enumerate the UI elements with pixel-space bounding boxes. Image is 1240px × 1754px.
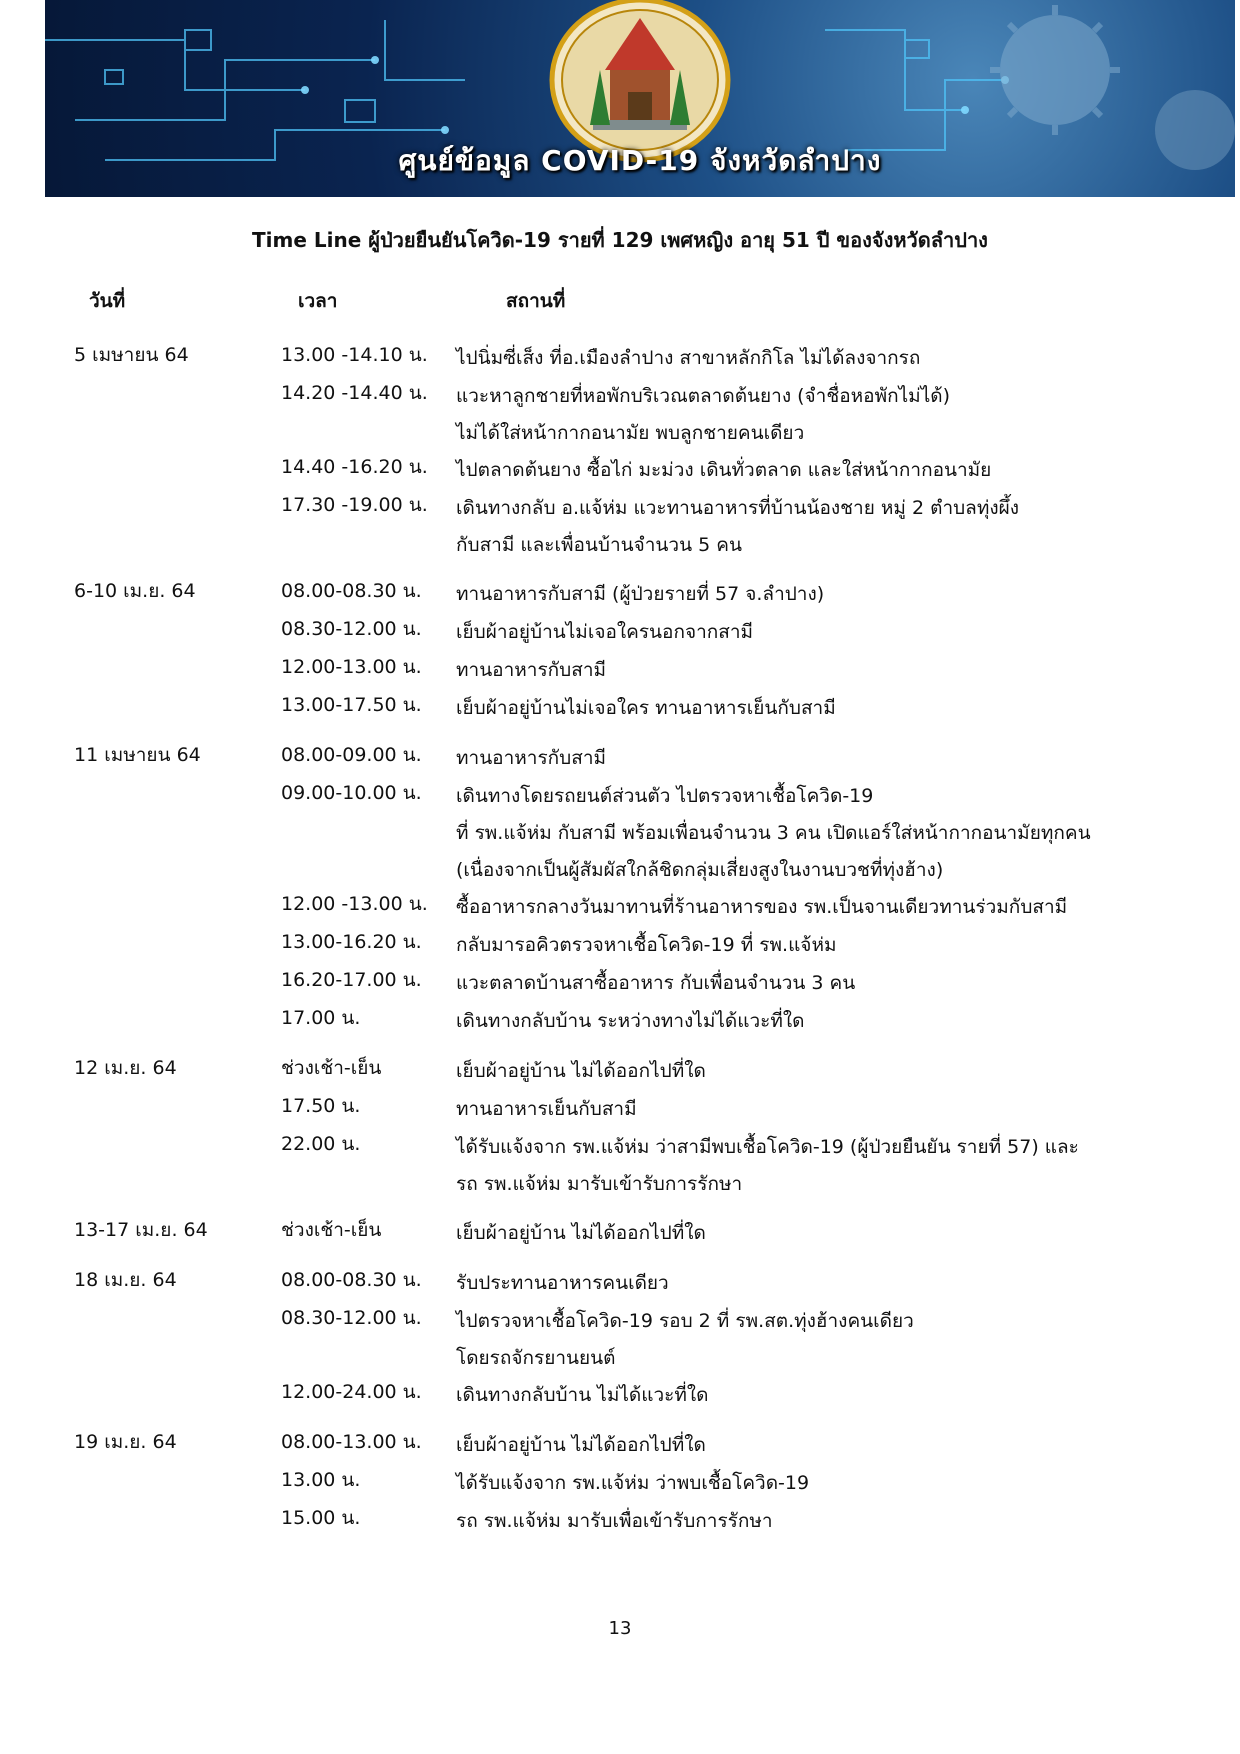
timeline-row xyxy=(0,1215,1240,1253)
timeline-row xyxy=(0,1303,1240,1377)
description-line: กับสามี และเพื่อนบ้านจำนวน 5 คน xyxy=(456,534,742,556)
timeline-day-group xyxy=(0,340,1240,564)
entry-date: 18 เม.ย. 64 xyxy=(74,1269,177,1291)
entry-date: 11 เมษายน 64 xyxy=(74,744,201,766)
timeline-day-group xyxy=(0,1265,1240,1415)
description-line: เย็บผ้าอยู่บ้านไม่เจอใครนอกจากสามี xyxy=(456,621,754,643)
description-line: ได้รับแจ้งจาก รพ.แจ้ห่ม ว่าพบเชื้อโควิด-19 xyxy=(456,1472,810,1494)
entry-date: 13-17 เม.ย. 64 xyxy=(74,1219,208,1241)
entry-description xyxy=(456,1503,1186,1540)
timeline-row xyxy=(0,1053,1240,1091)
description-line: ทานอาหารกับสามี (ผู้ป่วยรายที่ 57 จ.ลำปาง) xyxy=(456,583,825,605)
entry-time: 08.00-13.00 น. xyxy=(281,1431,422,1453)
entry-date: 19 เม.ย. 64 xyxy=(74,1431,177,1453)
entry-time: 08.00-08.30 น. xyxy=(281,1269,422,1291)
entry-description xyxy=(456,1215,1186,1252)
timeline-row xyxy=(0,1377,1240,1415)
timeline-row xyxy=(0,1465,1240,1503)
timeline-row xyxy=(0,452,1240,490)
entry-time: 08.00-08.30 น. xyxy=(281,580,422,602)
entry-description xyxy=(456,1265,1186,1302)
description-line: รถ รพ.แจ้ห่ม มารับเข้ารับการรักษา xyxy=(456,1173,743,1195)
entry-time: 13.00 น. xyxy=(281,1469,361,1491)
entry-time: ช่วงเช้า-เย็น xyxy=(281,1219,382,1241)
entry-description xyxy=(456,965,1186,1002)
description-line: (เนื่องจากเป็นผู้สัมผัสใกล้ชิดกลุ่มเสี่ยงสูงในงานบวชที่ทุ่งฮ้าง) xyxy=(456,859,944,881)
timeline-row xyxy=(0,1003,1240,1041)
entry-description xyxy=(456,1465,1186,1502)
description-line: ทานอาหารกับสามี xyxy=(456,747,607,769)
timeline-row xyxy=(0,1503,1240,1541)
timeline-day-group xyxy=(0,576,1240,728)
entry-description xyxy=(456,1003,1186,1040)
entry-time: ช่วงเช้า-เย็น xyxy=(281,1057,382,1079)
entry-time: 17.30 -19.00 น. xyxy=(281,494,428,516)
column-header-place: สถานที่ xyxy=(506,290,566,312)
description-line: ที่ รพ.แจ้ห่ม กับสามี พร้อมเพื่อนจำนวน 3 คน เปิดแอร์ใส่หน้ากากอนามัยทุกคน xyxy=(456,822,1091,844)
timeline-row xyxy=(0,1427,1240,1465)
entry-date: 12 เม.ย. 64 xyxy=(74,1057,177,1079)
entry-time: 08.00-09.00 น. xyxy=(281,744,422,766)
timeline-row xyxy=(0,652,1240,690)
column-header-date: วันที่ xyxy=(89,290,126,312)
header-banner xyxy=(45,0,1235,197)
description-line: แวะหาลูกชายที่หอพักบริเวณตลาดต้นยาง (จำชื่อหอพักไม่ได้) xyxy=(456,385,951,407)
timeline-row xyxy=(0,490,1240,564)
description-line: รับประทานอาหารคนเดียว xyxy=(456,1272,669,1294)
column-header-time: เวลา xyxy=(298,290,338,312)
entry-time: 16.20-17.00 น. xyxy=(281,969,422,991)
timeline-day-group xyxy=(0,740,1240,1041)
entry-time: 17.50 น. xyxy=(281,1095,361,1117)
entry-description xyxy=(456,927,1186,964)
timeline-row xyxy=(0,614,1240,652)
description-line: ทานอาหารเย็นกับสามี xyxy=(456,1098,637,1120)
entry-description xyxy=(456,740,1186,777)
timeline-row xyxy=(0,690,1240,728)
description-line: ไปตรวจหาเชื้อโควิด-19 รอบ 2 ที่ รพ.สต.ทุ่งฮ้างคนเดียว xyxy=(456,1310,914,1332)
description-line: เดินทางกลับบ้าน ระหว่างทางไม่ได้แวะที่ใด xyxy=(456,1010,805,1032)
entry-description xyxy=(456,1377,1186,1414)
description-line: เดินทางกลับ อ.แจ้ห่ม แวะทานอาหารที่บ้านน้องชาย หมู่ 2 ตำบลทุ่งผึ้ง xyxy=(456,497,1020,519)
entry-description xyxy=(456,1427,1186,1464)
entry-description xyxy=(456,652,1186,689)
timeline-row xyxy=(0,965,1240,1003)
provincial-seal-icon xyxy=(552,0,728,160)
timeline-day-group xyxy=(0,1215,1240,1253)
timeline-row xyxy=(0,1091,1240,1129)
timeline-list xyxy=(0,340,1240,1553)
timeline-row xyxy=(0,778,1240,889)
entry-description xyxy=(456,340,1186,377)
timeline-row xyxy=(0,1129,1240,1203)
entry-time: 22.00 น. xyxy=(281,1133,361,1155)
description-line: ไม่ได้ใส่หน้ากากอนามัย พบลูกชายคนเดียว xyxy=(456,422,805,444)
entry-time: 13.00-16.20 น. xyxy=(281,931,422,953)
timeline-row xyxy=(0,340,1240,378)
description-line: ได้รับแจ้งจาก รพ.แจ้ห่ม ว่าสามีพบเชื้อโควิด-19 (ผู้ป่วยยืนยัน รายที่ 57) และ xyxy=(456,1136,1079,1158)
description-line: กลับมารอคิวตรวจหาเชื้อโควิด-19 ที่ รพ.แจ้ห่ม xyxy=(456,934,837,956)
entry-time: 12.00-13.00 น. xyxy=(281,656,422,678)
description-line: ทานอาหารกับสามี xyxy=(456,659,607,681)
description-line: รถ รพ.แจ้ห่ม มารับเพื่อเข้ารับการรักษา xyxy=(456,1510,773,1532)
description-line: ไปตลาดต้นยาง ซื้อไก่ มะม่วง เดินทั่วตลาด และใส่หน้ากากอนามัย xyxy=(456,459,992,481)
timeline-row xyxy=(0,889,1240,927)
entry-description xyxy=(456,889,1186,926)
entry-time: 09.00-10.00 น. xyxy=(281,782,422,804)
entry-time: 12.00 -13.00 น. xyxy=(281,893,428,915)
entry-description xyxy=(456,576,1186,613)
entry-description xyxy=(456,378,1186,452)
entry-description xyxy=(456,452,1186,489)
banner-title: ศูนย์ข้อมูล COVID-19 จังหวัดลำปาง xyxy=(398,144,882,177)
entry-time: 08.30-12.00 น. xyxy=(281,618,422,640)
description-line: เย็บผ้าอยู่บ้าน ไม่ได้ออกไปที่ใด xyxy=(456,1434,706,1456)
entry-time: 12.00-24.00 น. xyxy=(281,1381,422,1403)
entry-description xyxy=(456,1303,1186,1377)
description-line: เย็บผ้าอยู่บ้านไม่เจอใคร ทานอาหารเย็นกับสามี xyxy=(456,697,836,719)
entry-description xyxy=(456,690,1186,727)
timeline-day-group xyxy=(0,1427,1240,1541)
timeline-row xyxy=(0,927,1240,965)
timeline-row xyxy=(0,576,1240,614)
description-line: ซื้ออาหารกลางวันมาทานที่ร้านอาหารของ รพ.เป็นจานเดียวทานร่วมกับสามี xyxy=(456,896,1068,918)
page-title: Time Line ผู้ป่วยยืนยันโควิด-19 รายที่ 129 เพศหญิง อายุ 51 ปี ของจังหวัดลำปาง xyxy=(252,228,988,252)
description-line: แวะตลาดบ้านสาซื้ออาหาร กับเพื่อนจำนวน 3 คน xyxy=(456,972,856,994)
description-line: เดินทางกลับบ้าน ไม่ได้แวะที่ใด xyxy=(456,1384,709,1406)
timeline-row xyxy=(0,1265,1240,1303)
entry-time: 13.00 -14.10 น. xyxy=(281,344,428,366)
entry-description xyxy=(456,778,1186,889)
entry-description xyxy=(456,614,1186,651)
timeline-row xyxy=(0,740,1240,778)
description-line: โดยรถจักรยานยนต์ xyxy=(456,1347,616,1369)
timeline-row xyxy=(0,378,1240,452)
timeline-day-group xyxy=(0,1053,1240,1203)
entry-description xyxy=(456,1129,1186,1203)
description-line: เย็บผ้าอยู่บ้าน ไม่ได้ออกไปที่ใด xyxy=(456,1222,706,1244)
entry-time: 08.30-12.00 น. xyxy=(281,1307,422,1329)
entry-time: 14.40 -16.20 น. xyxy=(281,456,428,478)
entry-description xyxy=(456,490,1186,564)
entry-date: 5 เมษายน 64 xyxy=(74,344,189,366)
entry-date: 6-10 เม.ย. 64 xyxy=(74,580,196,602)
entry-description xyxy=(456,1053,1186,1090)
description-line: เย็บผ้าอยู่บ้าน ไม่ได้ออกไปที่ใด xyxy=(456,1060,706,1082)
entry-time: 13.00-17.50 น. xyxy=(281,694,422,716)
description-line: เดินทางโดยรถยนต์ส่วนตัว ไปตรวจหาเชื้อโควิด-19 xyxy=(456,785,874,807)
entry-time: 15.00 น. xyxy=(281,1507,361,1529)
entry-time: 17.00 น. xyxy=(281,1007,361,1029)
page-number: 13 xyxy=(608,1618,632,1639)
description-line: ไปนิ่มซี่เส็ง ที่อ.เมืองลำปาง สาขาหลักกิโล ไม่ได้ลงจากรถ xyxy=(456,347,921,369)
entry-description xyxy=(456,1091,1186,1128)
entry-time: 14.20 -14.40 น. xyxy=(281,382,428,404)
